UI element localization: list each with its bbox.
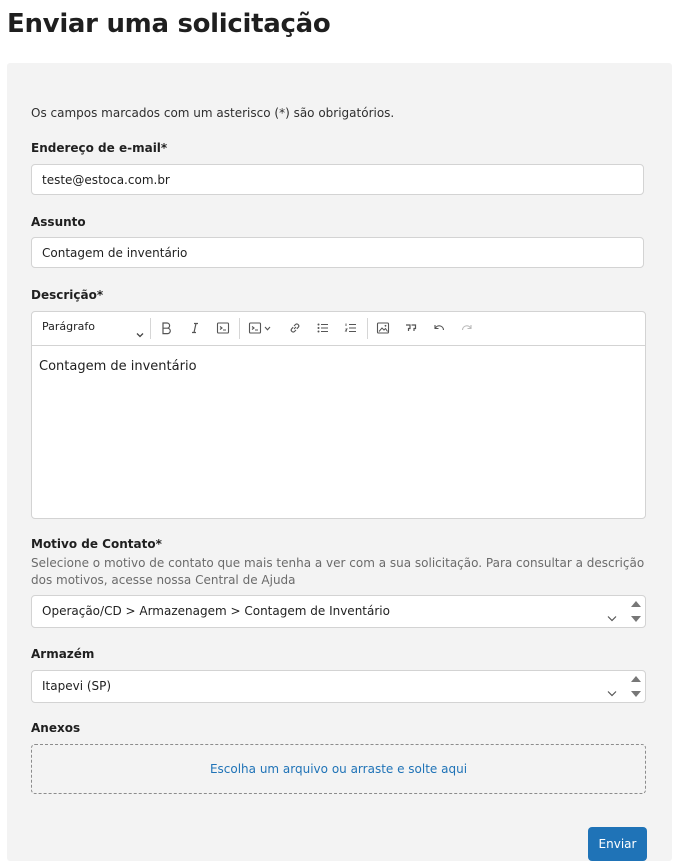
select-stepper-arrows[interactable]: [630, 673, 642, 700]
code-block-icon[interactable]: [247, 320, 263, 336]
toolbar-divider: [367, 318, 368, 339]
chevron-down-icon[interactable]: [607, 682, 617, 701]
contact-reason-hint: Selecione o motivo de contato que mais tenha a ver com a sua solicitação. Para consultar a descrição dos motivos, acesse nossa Central de Ajuda: [31, 556, 645, 587]
attachments-dropzone[interactable]: [31, 744, 646, 794]
required-fields-note: Os campos marcados com um asterisco (*) são obrigatórios.: [31, 106, 395, 120]
numbered-list-icon[interactable]: [343, 320, 359, 336]
redo-icon[interactable]: [459, 320, 475, 336]
attachments-label: Anexos: [31, 721, 81, 735]
bullet-list-icon[interactable]: [315, 320, 331, 336]
editor-toolbar: [32, 312, 645, 346]
select-stepper-arrows[interactable]: [630, 598, 642, 625]
submit-button[interactable]: Enviar: [588, 827, 647, 861]
page-title: Enviar uma solicitação: [7, 9, 331, 39]
toolbar-divider: [150, 318, 151, 339]
subject-field[interactable]: [31, 237, 644, 268]
subject-label: Assunto: [31, 215, 86, 229]
email-field[interactable]: [31, 164, 644, 195]
contact-reason-label: Motivo de Contato*: [31, 537, 162, 551]
dropzone-text[interactable]: Escolha um arquivo ou arraste e solte aqui: [209, 762, 468, 776]
description-label: Descrição*: [31, 288, 104, 302]
chevron-down-icon[interactable]: [263, 320, 271, 336]
undo-icon[interactable]: [431, 320, 447, 336]
paragraph-format-select[interactable]: Parágrafo: [42, 320, 95, 333]
toolbar-divider: [239, 318, 240, 339]
code-icon[interactable]: [215, 320, 231, 336]
warehouse-label: Armazém: [31, 647, 95, 661]
description-editor: [31, 311, 646, 519]
description-text-area[interactable]: Contagem de inventário: [39, 359, 197, 374]
request-form: [7, 63, 672, 861]
contact-reason-select[interactable]: [31, 595, 646, 628]
chevron-down-icon[interactable]: [607, 607, 617, 626]
italic-icon[interactable]: [187, 320, 203, 336]
warehouse-select[interactable]: [31, 670, 646, 703]
link-icon[interactable]: [287, 320, 303, 336]
quote-icon[interactable]: [403, 320, 419, 336]
email-label: Endereço de e-mail*: [31, 141, 168, 155]
image-icon[interactable]: [375, 320, 391, 336]
chevron-down-icon[interactable]: [136, 323, 144, 342]
bold-icon[interactable]: [158, 320, 174, 336]
contact-reason-value: Operação/CD > Armazenagem > Contagem de Inventário: [42, 604, 390, 618]
warehouse-value: Itapevi (SP): [42, 679, 112, 693]
